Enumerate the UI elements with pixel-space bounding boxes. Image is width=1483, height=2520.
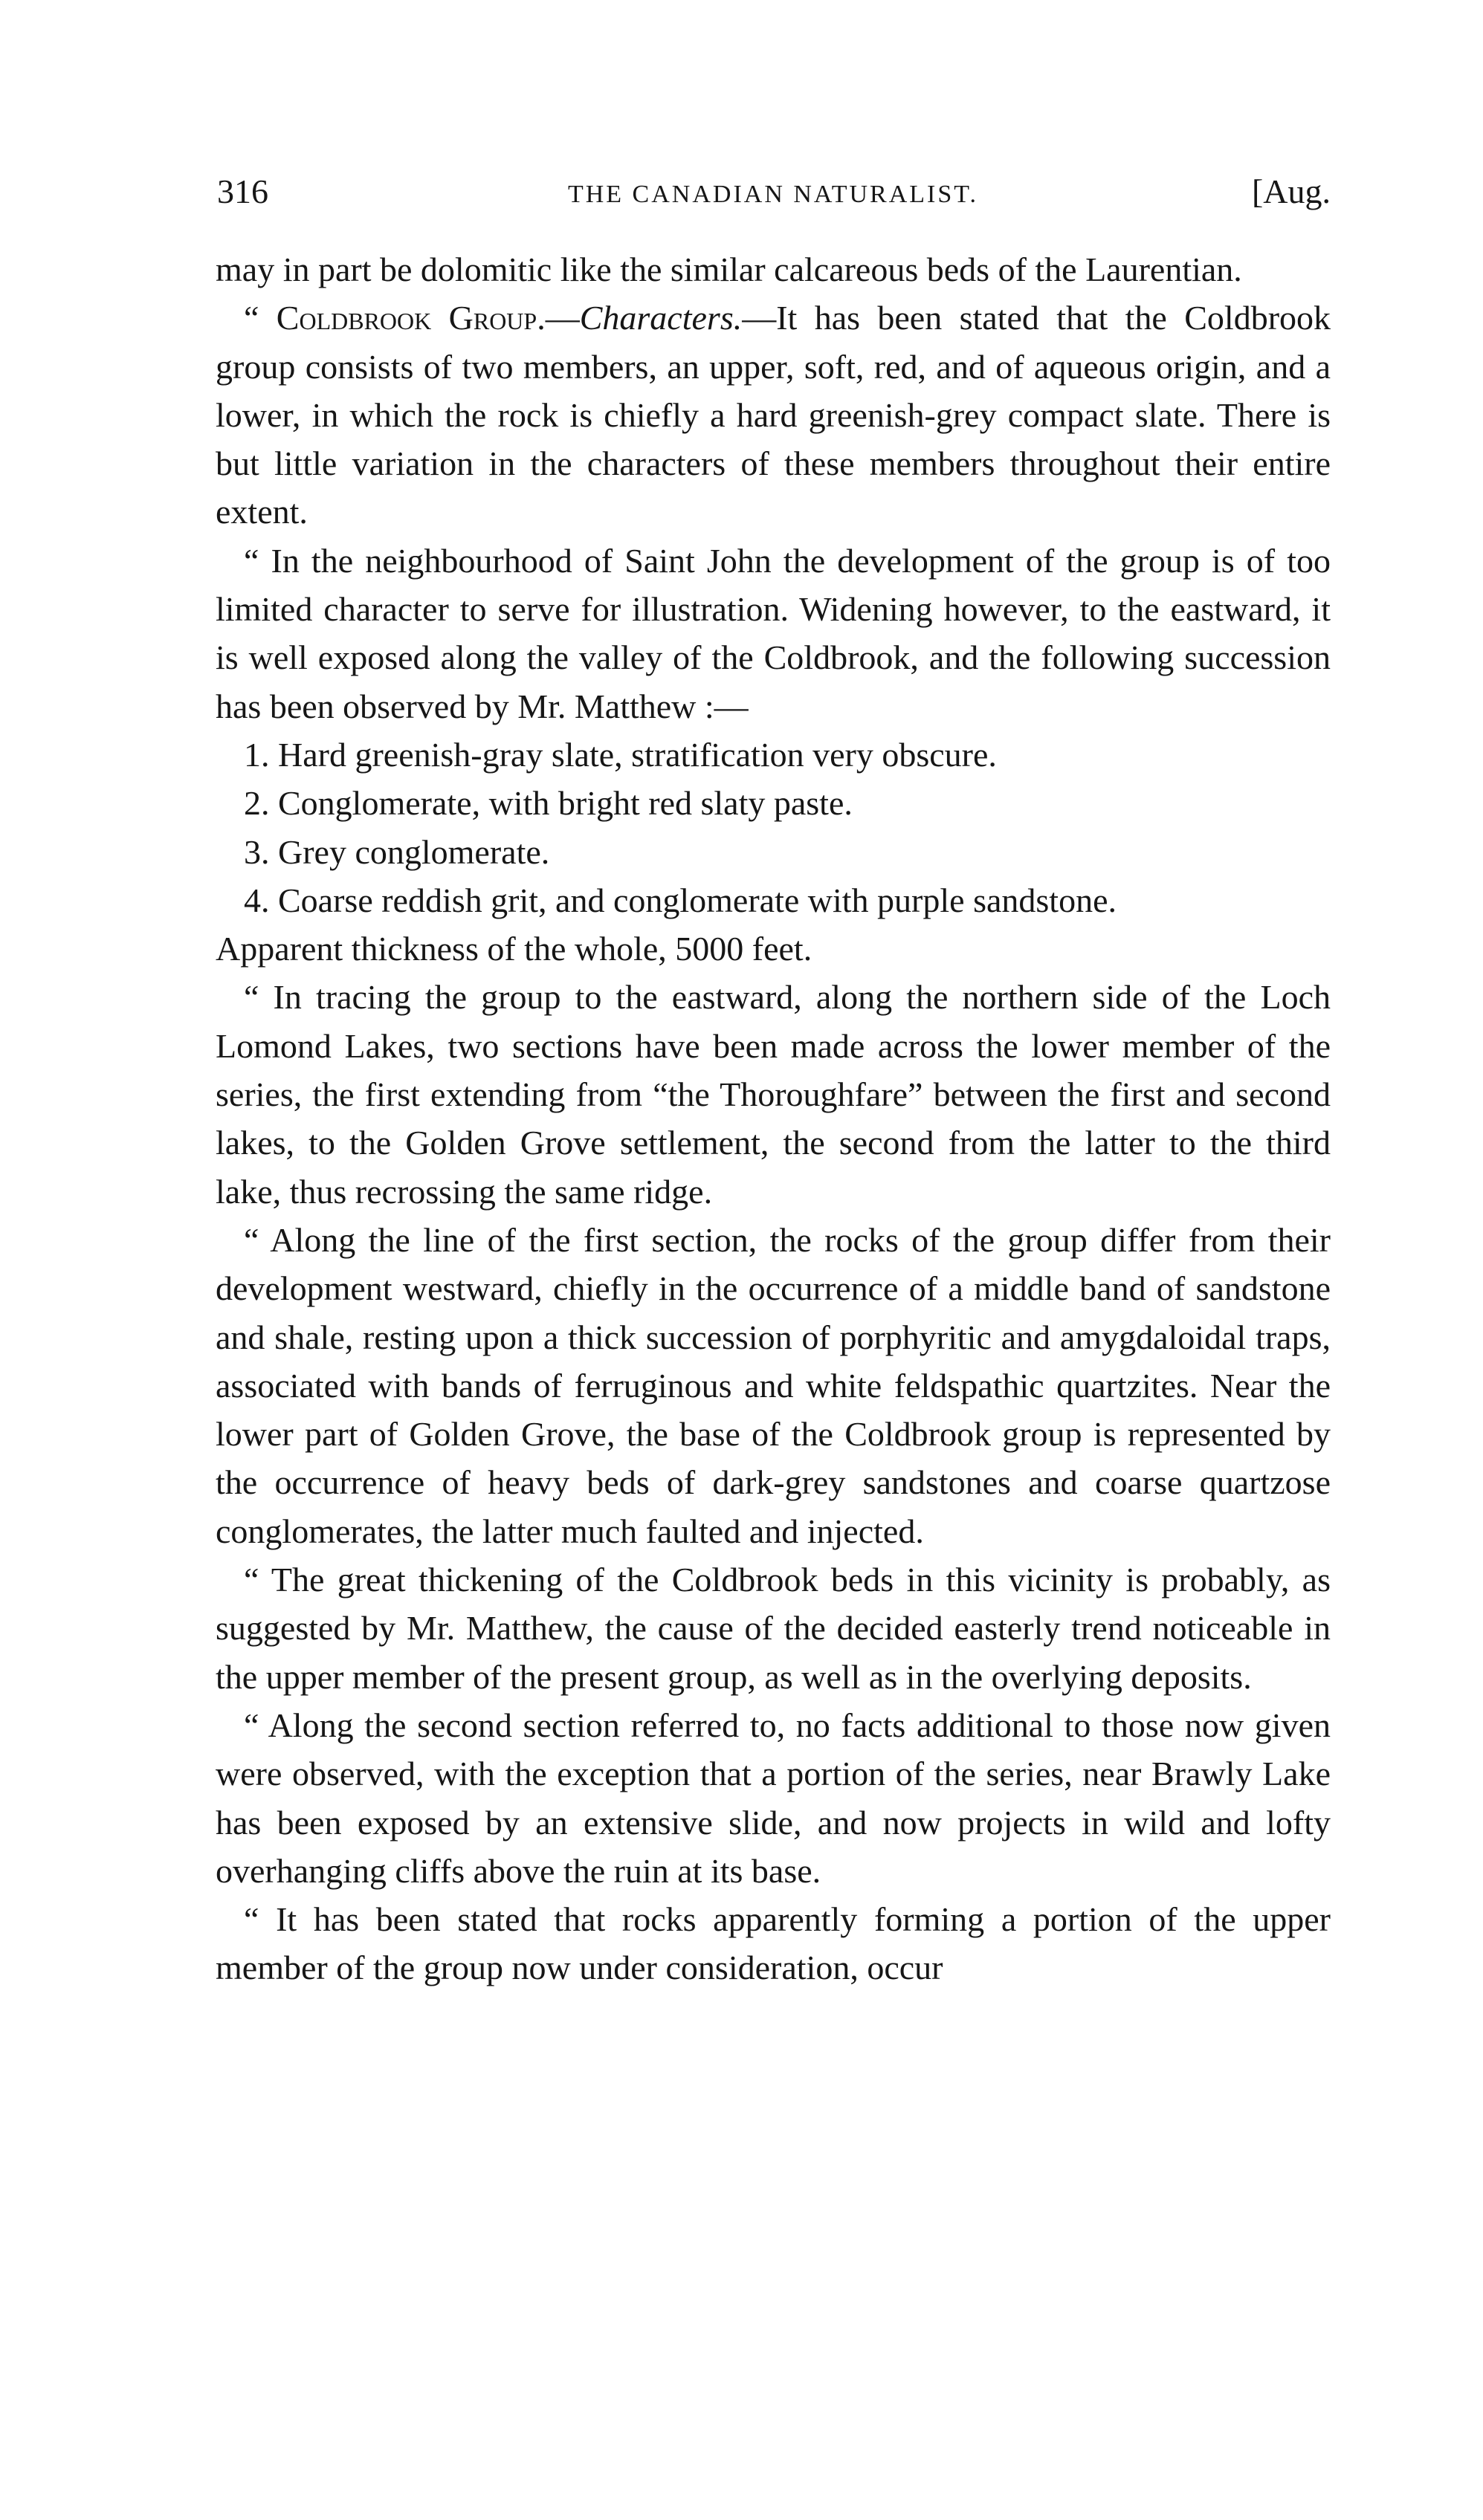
journal-title: THE CANADIAN NATURALIST. (567, 181, 979, 208)
page-number: 316 (217, 172, 268, 210)
book-page (216, 149, 1331, 1992)
paragraph: “ Along the line of the first section, the rocks of the group differ from their development westward, chiefly in the occurrence of a middle band of sandstone and shale, resting upon a thick succession of porphyritic and amygdaloidal traps, associated with bands of ferruginous and white feldspathic quartzites. Near the lower part of Golden Grove, the base of the Coldbrook group is represented by the occurrence of heavy beds of dark-grey sandstones and coarse quartzose conglomerates, the latter much faulted and injected. (216, 1220, 1331, 1550)
paragraph: “ Along the second section referred to, no facts additional to those now given were observed, with the exception that a portion of the series, near Brawly Lake has been exposed by an extensive slide, and now projects in wild and lofty overhanging cliffs above the ruin at its base. (216, 1706, 1331, 1890)
paragraph-lead: —It has been stated that (742, 299, 1108, 337)
body-text (216, 245, 1331, 1992)
paragraph: “ In tracing the group to the eastward, along the northern side of the Loch Lomond Lakes, two sections have been made across the lower member of the series, the first extending from “the Thoroughfare” between the first and second lakes, to the Golden Grove settlement, the second from the latter to the third lake, thus recrossing the same ridge. (216, 978, 1331, 1211)
section-subheading: Characters. (579, 299, 743, 337)
paragraph: “ The great thickening of the Coldbrook beds in this vicinity is probably, as suggested by Mr. Matthew, the cause of the decided easterly trend noticeable in the upper member of the present group, as well as in the overlying deposits. (216, 1561, 1331, 1696)
succession-item: 4. Coarse reddish grit, and conglomerate with purple sandstone. (244, 881, 1117, 919)
paragraph-body: the Coldbrook group consists of two members, an upper, soft, red, and of aqueous origin, and a lower, in which the rock is chiefly a hard greenish-grey compact slate. There is but little variation in the characters of these members throughout their entire extent. (216, 299, 1331, 531)
open-quote: “ (244, 299, 277, 337)
section-heading: Coldbrook Group. (276, 299, 546, 337)
paragraph: Apparent thickness of the whole, 5000 feet. (216, 930, 812, 968)
succession-item: 1. Hard greenish-gray slate, stratification very obscure. (244, 735, 997, 774)
paragraph: “ It has been stated that rocks apparently forming a portion of the upper member of the group now under consideration, occur (216, 1900, 1331, 1987)
heading-dash: — (545, 299, 580, 337)
issue-month: [Aug. (1251, 172, 1331, 210)
coldbrook-paragraph (216, 294, 1331, 536)
succession-item: 3. Grey conglomerate. (244, 832, 550, 871)
running-head (216, 149, 1331, 208)
succession-item: 2. Conglomerate, with bright red slaty paste. (244, 784, 853, 823)
paragraph: may in part be dolomitic like the similar calcareous beds of the Laurentian. (216, 250, 1242, 288)
paragraph: “ In the neighbourhood of Saint John the development of the group is of too limited character to serve for illustration. Widening however, to the eastward, it is well exposed along the valley of the Coldbrook, and the following succession has been observed by Mr. Matthew :— (216, 541, 1331, 725)
